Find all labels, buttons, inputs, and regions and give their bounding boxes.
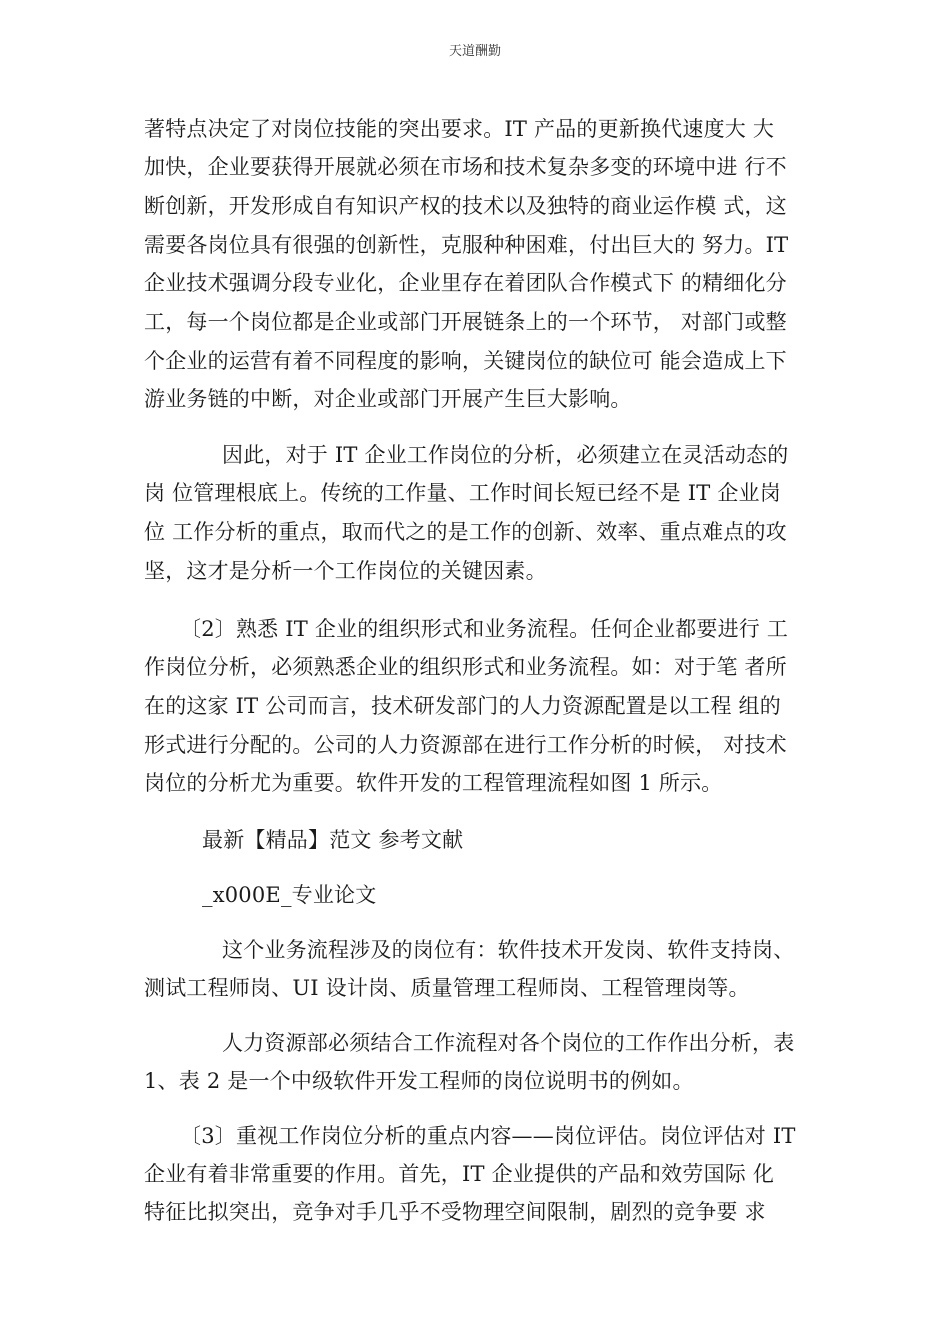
body-line: 因此，对于 IT 企业工作岗位的分析，必须建立在灵活动态的 — [222, 443, 789, 467]
body-line: 1、表 2 是一个中级软件开发工程师的岗位说明书的例如。 — [144, 1069, 694, 1093]
body-line: 加快，企业要获得开展就必须在市场和技术复杂多变的环境中进 行不 — [144, 155, 787, 179]
watermark-line: _x000E_专业论文 — [202, 883, 377, 907]
body-line: 工，每一个岗位都是企业或部门开展链条上的一个环节， 对部门或整 — [144, 310, 787, 334]
body-line: 〔3〕重视工作岗位分析的重点内容——岗位评估。岗位评估对 IT — [180, 1124, 796, 1148]
body-line: 这个业务流程涉及的岗位有：软件技术开发岗、软件支持岗、 — [222, 938, 795, 962]
body-line: 游业务链的中断，对企业或部门开展产生巨大影响。 — [144, 387, 632, 411]
body-line: 企业有着非常重要的作用。首先，IT 企业提供的产品和效劳国际 化 — [144, 1162, 775, 1186]
body-line: 作岗位分析，必须熟悉企业的组织形式和业务流程。如：对于笔 者所 — [144, 655, 787, 679]
page-header: 天道酬勤 — [448, 44, 501, 59]
body-line: 人力资源部必须结合工作流程对各个岗位的工作作出分析，表 — [222, 1031, 795, 1055]
body-line: 著特点决定了对岗位技能的突出要求。IT 产品的更新换代速度大 大 — [144, 117, 775, 141]
body-line: 岗 位管理根底上。传统的工作量、工作时间长短已经不是 IT 企业岗 — [144, 481, 781, 505]
body-line: 断创新，开发形成自有知识产权的技术以及独特的商业运作模 式，这 — [144, 194, 787, 218]
body-line: 坚，这才是分析一个工作岗位的关键因素。 — [144, 559, 547, 583]
body-line: 企业技术强调分段专业化，企业里存在着团队合作模式下 的精细化分 — [144, 271, 787, 295]
watermark-line: 最新【精品】范文 参考文献 — [202, 828, 464, 852]
body-line: 测试工程师岗、UI 设计岗、质量管理工程师岗、工程管理岗等。 — [144, 976, 750, 1000]
body-line: 位 工作分析的重点，取而代之的是工作的创新、效率、重点难点的攻 — [144, 520, 787, 544]
body-line: 岗位的分析尤为重要。软件开发的工程管理流程如图 1 所示。 — [144, 771, 723, 795]
body-line: 〔2〕熟悉 IT 企业的组织形式和业务流程。任何企业都要进行 工 — [180, 617, 789, 641]
body-line: 形式进行分配的。公司的人力资源部在进行工作分析的时候， 对技术 — [144, 733, 787, 757]
body-line: 个企业的运营有着不同程度的影响，关键岗位的缺位可 能会造成上下 — [144, 349, 787, 373]
body-line: 在的这家 IT 公司而言，技术研发部门的人力资源配置是以工程 组的 — [144, 694, 781, 718]
body-line: 需要各岗位具有很强的创新性，克服种种困难，付出巨大的 努力。IT — [144, 233, 789, 257]
body-line: 特征比拟突出，竞争对手几乎不受物理空间限制，剧烈的竞争要 求 — [144, 1200, 766, 1224]
